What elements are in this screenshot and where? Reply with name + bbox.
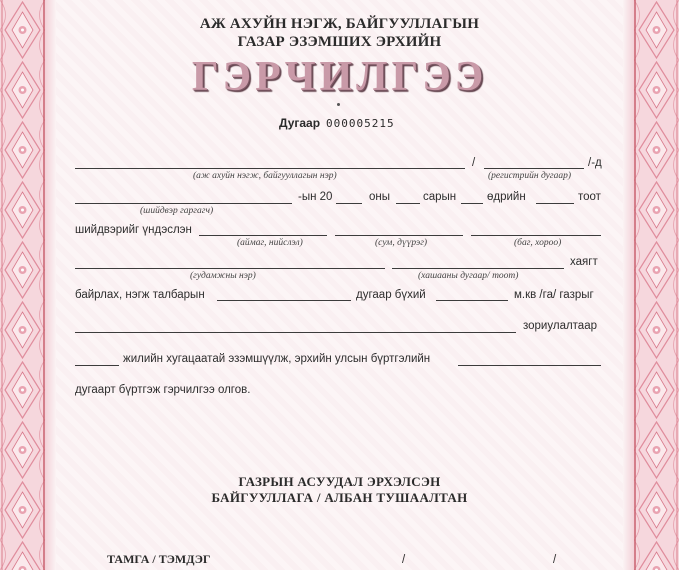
purpose-field[interactable] [75, 332, 516, 333]
row2-day-word: өдрийн [487, 191, 526, 203]
caption-decider: (шийдвэр гаргагч) [140, 206, 214, 216]
row6-suffix: зориулалтаар [523, 320, 597, 332]
month-field[interactable] [396, 203, 420, 204]
registry-number-field[interactable] [458, 365, 601, 366]
row1-suffix: /-д [588, 157, 602, 169]
signature-slash-2: / [553, 554, 557, 566]
bag-field[interactable] [471, 235, 601, 236]
footer-line-2: БАЙГУУЛЛАГА / АЛБАН ТУШААЛТАН [211, 490, 468, 505]
signature-slash-1: / [402, 554, 406, 566]
row7-text1: жилийн хугацаатай эзэмшүүлж, эрхийн улсын бүртгэлийн [123, 353, 431, 365]
caption-sum: (сум, дүүрэг) [375, 238, 428, 248]
parcel-number-field[interactable] [217, 300, 351, 301]
decider-field[interactable] [75, 203, 292, 204]
footer-line-1: ГАЗРЫН АСУУДАЛ ЭРХЭЛСЭН [238, 474, 441, 489]
fence-number-field[interactable] [392, 268, 564, 269]
caption-registration: (регистрийн дугаар) [488, 171, 572, 181]
number-value: 000005215 [326, 117, 395, 130]
day-field[interactable] [461, 203, 483, 204]
row4-suffix: хаягт [570, 256, 598, 268]
caption-bag: (баг, хороо) [514, 238, 562, 248]
area-field[interactable] [436, 300, 508, 301]
row3-text: шийдвэрийг үндэслэн [75, 224, 192, 236]
row5-text2: дугаар бүхий [356, 289, 426, 301]
years-field[interactable] [75, 365, 119, 366]
aimag-field[interactable] [199, 235, 327, 236]
stamp-label: ТАМГА / ТЭМДЭГ [107, 552, 211, 566]
row2-month-word: сарын [423, 191, 457, 203]
row5-text3: м.кв /га/ газрыг [514, 289, 594, 301]
certificate-number [279, 116, 395, 130]
caption-fence: (хашааны дугаар/ тоот) [418, 271, 519, 281]
caption-street: (гудамжны нэр) [190, 271, 256, 281]
caption-aimag: (аймаг, нийслэл) [237, 238, 303, 248]
year-field[interactable] [336, 203, 362, 204]
decorative-dot [337, 103, 340, 106]
number-label: Дугаар [279, 116, 321, 130]
caption-org-name: (аж ахуйн нэгж, байгууллагын нэр) [193, 171, 337, 181]
header-line-1: АЖ АХУЙН НЭГЖ, БАЙГУУЛЛАГЫН [199, 16, 480, 32]
street-field[interactable] [75, 268, 385, 269]
row1-slash: / [472, 157, 476, 169]
header-line-2: ГАЗАР ЭЗЭМШИХ ЭРХИЙН [237, 34, 442, 50]
row5-text1: байрлах, нэгж талбарын [75, 289, 205, 301]
row2-year-word: оны [369, 191, 391, 203]
certificate-title: ГЭРЧИЛГЭЭ [191, 54, 488, 100]
row8-text: дугаарт бүртгэж гэрчилгээ олгов. [75, 384, 251, 396]
org-name-field[interactable] [75, 168, 465, 169]
order-number-field[interactable] [536, 203, 574, 204]
row2-year-text: -ын 20 [298, 191, 333, 203]
sum-field[interactable] [335, 235, 463, 236]
row2-toot: тоот [578, 191, 601, 203]
registration-number-field[interactable] [484, 168, 584, 169]
